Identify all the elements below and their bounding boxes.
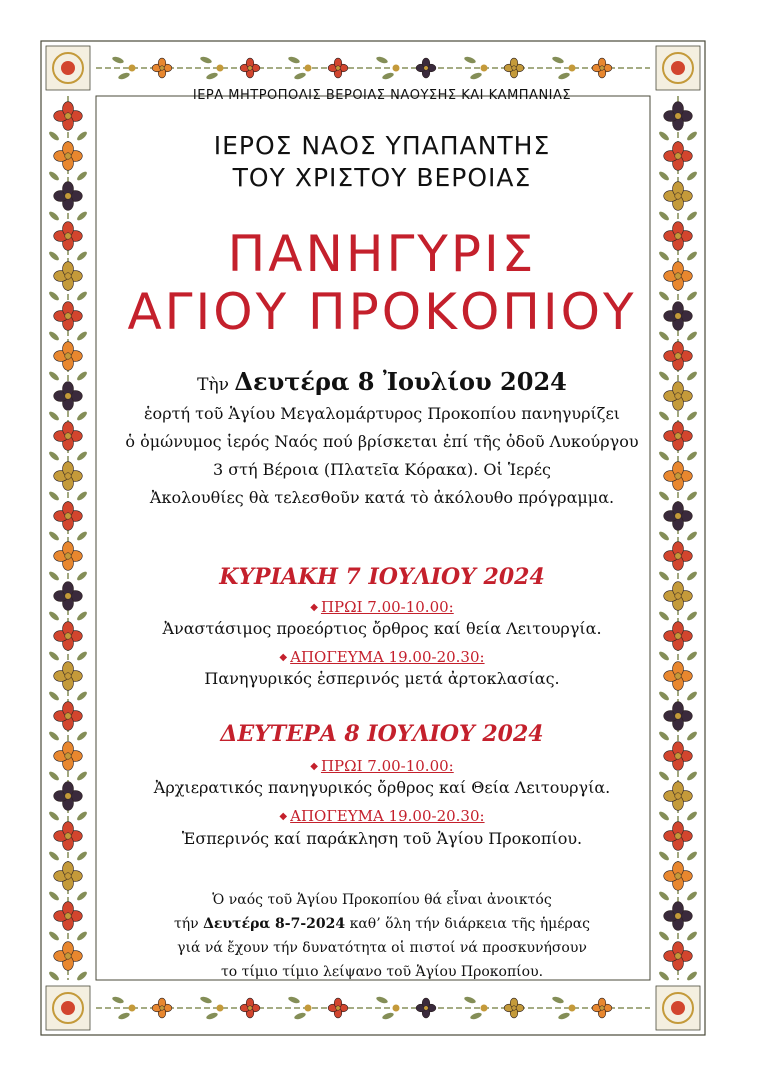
closing-note <box>100 888 664 984</box>
feast-title-line-2: ΑΓΙΟΥ ΠΡΟΚΟΠΙΟΥ <box>127 283 637 341</box>
schedule-slot-time <box>100 807 664 825</box>
schedule-slot-description: Ἀρχιερατικός πανηγυρικός ὄρθρος καί Θεία Λειτουργία. <box>153 778 611 797</box>
schedule-slot-time <box>100 757 664 775</box>
schedule-slot-time <box>100 648 664 666</box>
intro-line: ὁ ὁμώνυμος ἱερός Ναός πού βρίσκεται ἐπί τῆς ὁδοῦ Λυκούργου <box>125 432 639 451</box>
slot-time-label: ΠΡΩΙ 7.00-10.00: <box>320 757 454 775</box>
feast-title <box>100 225 664 341</box>
diamond-bullet-icon: ◆ <box>310 602 318 613</box>
closing-note-text: τήν <box>173 916 199 932</box>
closing-note-line <box>100 912 664 936</box>
day-heading-sunday: ΚΥΡΙΑΚΗ 7 ΙΟΥΛΙΟΥ 2024 <box>219 564 545 590</box>
slot-time-label: ΠΡΩΙ 7.00-10.00: <box>320 598 454 616</box>
schedule-slot-description: Ἀναστάσιμος προεόρτιος ὄρθρος καί θεία Λειτουργία. <box>162 619 602 638</box>
diamond-bullet-icon: ◆ <box>279 652 288 663</box>
church-name-line-1: ΙΕΡΟΣ ΝΑΟΣ ΥΠΑΠΑΝΤΗΣ <box>213 131 551 160</box>
intro-text <box>96 400 668 512</box>
slot-time-label: ΑΠΟΓΕΥΜΑ 19.00-20.30: <box>290 648 485 666</box>
schedule-slot-time <box>100 598 664 616</box>
closing-note-line: το τίμιο τίμιο λείψανο τοῦ Ἁγίου Προκοπίου. <box>220 964 544 980</box>
diamond-bullet-icon: ◆ <box>279 811 288 822</box>
intro-line: 3 στή Βέροια (Πλατεῖα Κόρακα). Οἱ Ἱερές <box>212 460 552 479</box>
metropolis-heading: ΙΕΡΑ ΜΗΤΡΟΠΟΛΙΣ ΒΕΡΟΙΑΣ ΝΑΟΥΣΗΣ ΚΑΙ ΚΑΜΠΑΝΙΑΣ <box>192 88 572 103</box>
closing-note-line: γιά νά ἔχουν τήν δυνατότητα οἱ πιστοί νά προσκυνήσουν <box>177 940 587 956</box>
closing-note-date: Δευτέρα 8-7-2024 <box>203 916 346 932</box>
feast-date-prefix: Τὴν <box>197 375 229 395</box>
intro-line: Ἀκολουθίες θὰ τελεσθοῦν κατά τὸ ἀκόλουθο πρόγραμμα. <box>149 488 615 507</box>
feast-date <box>100 367 664 396</box>
poster-content <box>100 80 664 1000</box>
diamond-bullet-icon: ◆ <box>310 761 318 772</box>
feast-title-line-1: ΠΑΝΗΓΥΡΙΣ <box>227 225 537 283</box>
slot-time-label: ΑΠΟΓΕΥΜΑ 19.00-20.30: <box>290 807 485 825</box>
feast-date-value: Δευτέρα 8 Ἰουλίου 2024 <box>234 367 567 396</box>
church-name <box>100 130 664 194</box>
schedule-slot-description: Πανηγυρικός ἑσπερινός μετά ἀρτοκλασίας. <box>204 669 560 688</box>
closing-note-text: καθ’ ὅλη τήν διάρκεια τῆς ἡμέρας <box>349 916 591 932</box>
closing-note-line: Ὁ ναός τοῦ Ἁγίου Προκοπίου θά εἶναι ἀνοικτός <box>212 892 552 908</box>
schedule-slot-description: Ἑσπερινός καί παράκληση τοῦ Ἁγίου Προκοπίου. <box>181 829 583 848</box>
intro-line: ἑορτή τοῦ Ἁγίου Μεγαλομάρτυρος Προκοπίου πανηγυρίζει <box>143 404 621 423</box>
day-heading-monday: ΔΕΥΤΕΡΑ 8 ΙΟΥΛΙΟΥ 2024 <box>220 721 544 747</box>
church-name-line-2: ΤΟΥ ΧΡΙΣΤΟΥ ΒΕΡΟΙΑΣ <box>232 163 532 192</box>
